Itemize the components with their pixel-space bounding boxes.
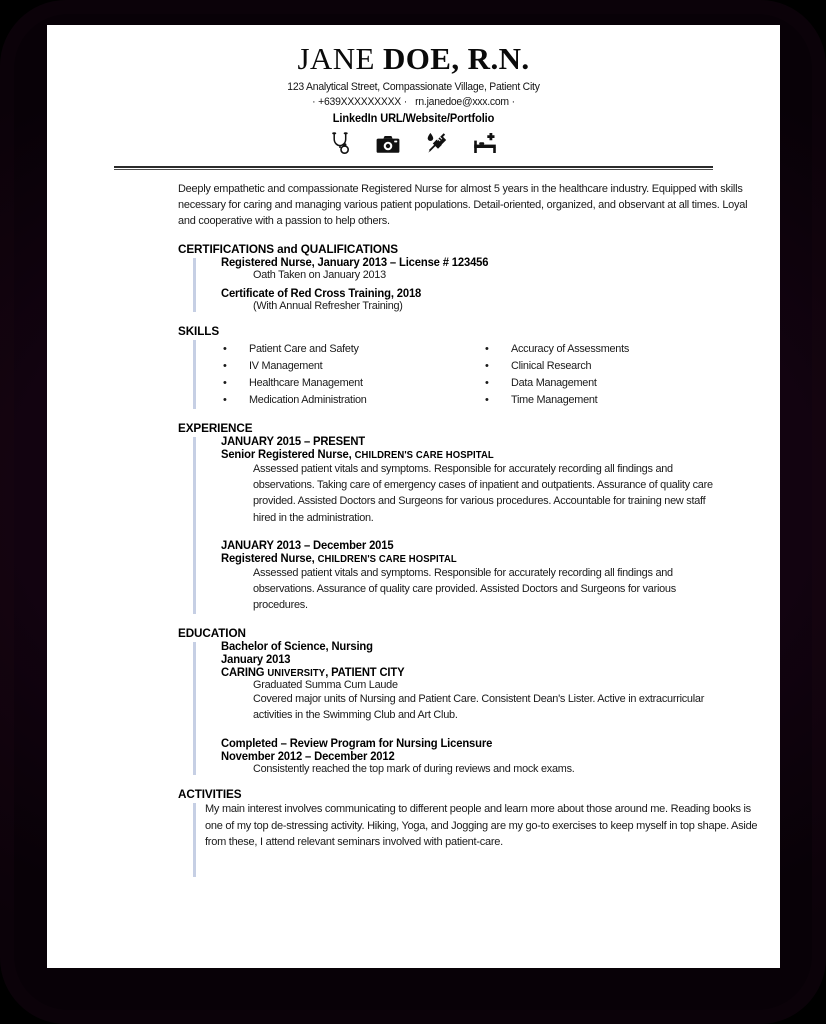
school-location: , PATIENT CITY xyxy=(325,665,405,679)
resume-header xyxy=(47,25,780,170)
resume-content xyxy=(47,25,780,877)
certification-heading: Certificate of Red Cross Training, 2018 xyxy=(221,286,422,300)
program-date: November 2012 – December 2012 xyxy=(221,750,395,764)
skills-column-left xyxy=(193,341,455,409)
list-item xyxy=(193,392,455,409)
section-title-skills: SKILLS xyxy=(178,323,220,338)
list-item xyxy=(193,358,455,375)
syringe-icon xyxy=(426,132,447,159)
contact-line xyxy=(73,96,755,108)
header-divider xyxy=(114,166,713,170)
role-separator: , xyxy=(311,551,318,565)
experience-dates: JANUARY 2013 – December 2015 xyxy=(221,538,394,552)
skill-label: Accuracy of Assessments xyxy=(511,342,630,355)
bullet-icon: • xyxy=(485,376,489,389)
bullet-icon: • xyxy=(223,359,227,372)
skills-column-right xyxy=(455,341,717,409)
skill-label: Healthcare Management xyxy=(249,376,363,389)
hospital-bed-icon xyxy=(473,132,497,159)
first-name: JANE xyxy=(297,41,383,76)
degree-title: Bachelor of Science, Nursing xyxy=(221,639,373,653)
list-item xyxy=(455,358,717,375)
education-group xyxy=(193,640,780,775)
program-detail: Consistently reached the top mark of during reviews and mock exams. xyxy=(253,763,575,776)
skill-label: Time Management xyxy=(511,393,598,406)
page-title xyxy=(47,42,780,77)
section-title-experience: EXPERIENCE xyxy=(178,420,253,435)
employer-name: CHILDREN'S CARE HOSPITAL xyxy=(317,553,457,565)
skills-group xyxy=(193,338,780,409)
bullet-icon: • xyxy=(223,342,227,355)
section-title-activities: ACTIVITIES xyxy=(178,787,242,802)
list-item xyxy=(193,375,455,392)
skill-label: IV Management xyxy=(249,359,323,372)
experience-dates: JANUARY 2015 – PRESENT xyxy=(221,434,365,448)
school-name-small: UNIVERSITY xyxy=(267,667,326,679)
job-title: Senior Registered Nurse xyxy=(221,447,349,461)
certifications-group xyxy=(193,256,780,312)
experience-description: Assessed patient vitals and symptoms. Responsible for accurately recording all findings and observations. Assurance of quality care provided. Assisted Doctors and Surgeons for various procedures. xyxy=(253,566,676,612)
list-item xyxy=(455,392,717,409)
medical-bag-camera-icon xyxy=(376,135,400,159)
school-name-caps: CARING xyxy=(221,665,268,679)
bullet-icon: • xyxy=(223,376,227,389)
role-separator: , xyxy=(348,447,355,461)
certification-detail: (With Annual Refresher Training) xyxy=(253,299,403,312)
email-address[interactable]: rn.janedoe@xxx.com xyxy=(415,95,509,108)
contact-bullet-left: · xyxy=(312,95,316,108)
medical-icon-row xyxy=(47,133,780,159)
skill-label: Patient Care and Safety xyxy=(249,342,359,355)
bullet-icon: • xyxy=(485,342,489,355)
bullet-icon: • xyxy=(485,393,489,406)
experience-role-line xyxy=(221,448,758,461)
skills-columns xyxy=(193,338,780,409)
address-line: 123 Analytical Street, Compassionate Village, Patient City xyxy=(287,80,540,93)
resume-page xyxy=(47,25,780,968)
section-title-education: EDUCATION xyxy=(178,625,246,640)
experience-role-line xyxy=(221,552,758,565)
activities-group xyxy=(193,801,780,877)
experience-description: Assessed patient vitals and symptoms. Responsible for accurately recording all findings and observations. Taking care of emergency cases of inpatient and outpatients. Assurance of quality care provided. Assisted Doctors and Surgeons for various procedures. Accountable for training new staff hired in the administration. xyxy=(253,462,713,524)
professional-summary: Deeply empathetic and compassionate Registered Nurse for almost 5 years in the healthcare industry. Equipped with skills necessary for caring and managing various patient populations. Detail-oriented, organized, and observant at all times. Loyal and cooperative with a passion to help others. xyxy=(178,182,748,228)
skill-label: Clinical Research xyxy=(511,359,592,372)
certification-heading: Registered Nurse, January 2013 – License # 123456 xyxy=(221,255,489,269)
phone-number: +639XXXXXXXXX xyxy=(318,95,402,108)
list-item xyxy=(455,375,717,392)
experience-group xyxy=(193,435,780,614)
activities-description: My main interest involves communicating to different people and learn more about those around me. Reading books is one of my top de-stressing activity. Hiking, Yoga, and Jogging are my go-to exercises to keep myself in top shape. Aside from these, I attend relevant seminars involved with patient-care. xyxy=(205,803,758,849)
education-honors: Graduated Summa Cum Laude xyxy=(253,678,398,691)
contact-bullet-right: · xyxy=(511,95,515,108)
education-date: January 2013 xyxy=(221,652,291,666)
job-title: Registered Nurse xyxy=(221,551,312,565)
section-title-certifications: CERTIFICATIONS and QUALIFICATIONS xyxy=(178,241,398,256)
bullet-icon: • xyxy=(223,393,227,406)
certification-detail: Oath Taken on January 2013 xyxy=(253,268,386,281)
bullet-icon: • xyxy=(485,359,489,372)
skill-label: Data Management xyxy=(511,376,597,389)
list-item xyxy=(455,341,717,358)
contact-separator: · xyxy=(403,95,408,108)
list-item xyxy=(193,341,455,358)
skill-label: Medication Administration xyxy=(249,393,367,406)
stethoscope-icon xyxy=(331,132,350,159)
education-description: Covered major units of Nursing and Patient Care. Consistent Dean's Lister. Active in extracurricular activities in the Swimming Club and Art Club. xyxy=(253,692,705,721)
school-name xyxy=(221,666,758,679)
last-name-credentials: DOE, R.N. xyxy=(382,41,530,76)
divider-line-thin xyxy=(114,169,713,170)
portfolio-links[interactable]: LinkedIn URL/Website/Portfolio xyxy=(332,111,495,125)
program-title: Completed – Review Program for Nursing Licensure xyxy=(221,737,493,751)
employer-name: CHILDREN'S CARE HOSPITAL xyxy=(354,449,494,461)
